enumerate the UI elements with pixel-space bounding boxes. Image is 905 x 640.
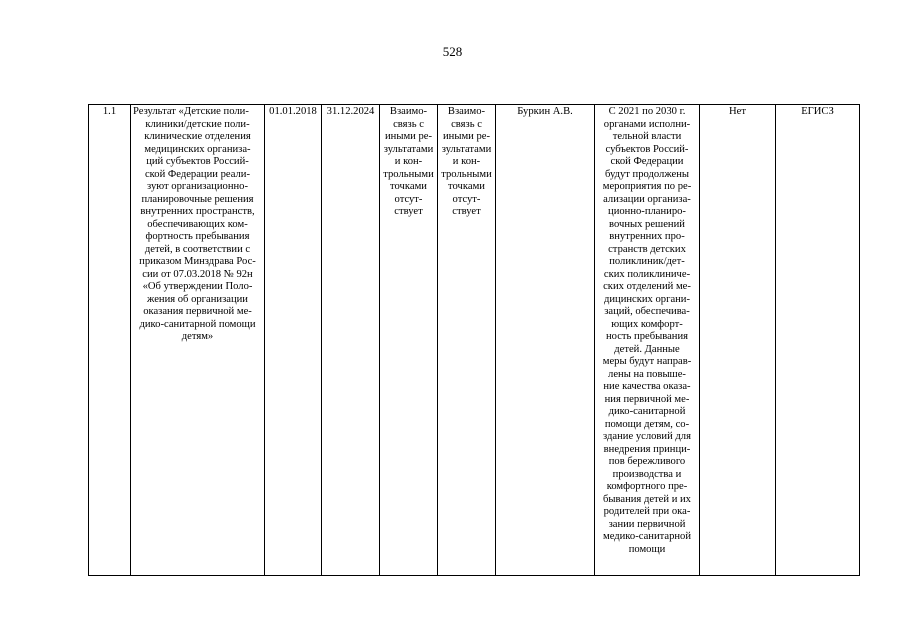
description-text-line: тельной власти (612, 131, 682, 142)
relation-text-line: и кон- (452, 156, 481, 167)
result-text-line: приказом Минздрава Рос- (139, 256, 256, 267)
result-text-line: ской Федерации реали- (144, 168, 250, 180)
relation-text-line: Взаимо- (447, 106, 486, 117)
description-text-line: ющих комфорт- (611, 318, 683, 330)
responsible-cell (496, 105, 595, 576)
relation-text-line: иными ре- (442, 131, 490, 142)
row-number-cell (89, 105, 131, 576)
description-text (597, 106, 697, 556)
result-text-line: планировочные решения (141, 193, 254, 205)
description-text-line: будут продолжены (604, 168, 690, 180)
description-text-line: субъектов Россий- (605, 143, 689, 155)
description-text-line: производства и (612, 468, 682, 480)
result-text-line: сии от 07.03.2018 № 92н (142, 268, 253, 280)
result-text-line: внутренних пространств, (140, 206, 255, 217)
result-text-line: «Об утверждении Поло- (142, 281, 253, 292)
flag-value: Нет (729, 106, 746, 117)
description-text-line: помощи детям, со- (604, 418, 690, 430)
description-text-line: помощи (628, 543, 666, 555)
description-text-line: ских поликлиниче- (603, 268, 691, 280)
description-text-line: пов бережливого (608, 456, 686, 467)
description-text-line: зании первичной (608, 518, 686, 530)
page-number: 528 (442, 44, 463, 59)
table-row (89, 105, 860, 576)
system-cell (776, 105, 860, 576)
relation-cell-2 (438, 105, 496, 576)
relation-text-line: связь с (393, 118, 424, 130)
relation-text-line: зультатами (441, 143, 492, 155)
start-date-cell (265, 105, 322, 576)
description-text-line: меры будут направ- (602, 356, 692, 367)
description-text-line: ских отделений ме- (603, 281, 691, 292)
result-text-line: детей, в соответствии с (144, 243, 251, 255)
description-text-line: заций, обеспечива- (604, 306, 690, 317)
description-text-line: дико-санитарной (608, 406, 686, 417)
end-date: 31.12.2024 (326, 106, 375, 117)
description-text-line: лены на повыше- (608, 368, 686, 380)
relation-text-line: точками (390, 181, 427, 192)
relation-text-line: ствует (452, 206, 481, 217)
description-text-line: ской Федерации (610, 156, 684, 167)
result-text-line: зуют организационно- (147, 181, 248, 192)
relation-cell-1 (380, 105, 438, 576)
result-text-line: дико-санитарной помощи (139, 318, 256, 330)
description-text-line: ность пребывания (606, 331, 688, 342)
description-text-line: странств детских (608, 243, 686, 255)
result-text-line: клиники/детские поли- (145, 118, 250, 130)
result-text-line: ций субъектов Россий- (146, 156, 249, 167)
description-text-line: ния первичной ме- (604, 393, 690, 405)
description-text-line: ционно-планиро- (608, 206, 686, 217)
description-text-line: ализации организа- (603, 193, 691, 205)
description-text-line: органами исполни- (603, 118, 691, 130)
result-text-line: медицинских организа- (144, 143, 251, 155)
result-cell (131, 105, 265, 576)
description-text-line: мероприятия по ре- (602, 181, 692, 192)
description-text-line: детей. Данные (614, 343, 680, 355)
description-cell (595, 105, 700, 576)
relation-text-line: трольными (441, 168, 492, 180)
description-text-line: внедрения принци- (603, 443, 691, 455)
document-table (88, 104, 860, 576)
row-number: 1.1 (102, 106, 117, 117)
relation-text-line: связь с (451, 118, 482, 130)
start-date: 01.01.2018 (269, 106, 317, 117)
description-text-line: вочных решений (609, 218, 685, 230)
system-value: ЕГИСЗ (801, 106, 834, 117)
description-text-line: комфортного пре- (606, 481, 688, 492)
relation-text-line: и кон- (394, 156, 423, 167)
description-text-line: С 2021 по 2030 г. (608, 106, 686, 117)
description-text-line: здание условий для (603, 431, 691, 442)
relation-text-line: трольными (383, 168, 434, 180)
relation-text-line: иными ре- (384, 131, 432, 142)
description-text-line: медико-санитарной (602, 531, 692, 542)
relation-text-2 (440, 106, 493, 219)
relation-text-line: отсут- (394, 193, 423, 205)
result-text-line: фортность пребывания (145, 231, 250, 242)
description-text-line: бывания детей и их (603, 493, 691, 505)
relation-text-line: Взаимо- (389, 106, 428, 117)
description-text-line: внутренних про- (609, 231, 685, 242)
relation-text-line: точками (448, 181, 485, 192)
result-text-line: оказания первичной ме- (143, 306, 252, 317)
relation-text-1 (382, 106, 435, 219)
description-text-line: дицинских органи- (603, 293, 691, 305)
description-text-line: родителей при ока- (603, 506, 691, 517)
result-text (133, 106, 262, 344)
relation-text-line: отсут- (452, 193, 481, 205)
relation-text-line: зультатами (383, 143, 434, 155)
responsible-person: Буркин А.В. (517, 106, 573, 117)
result-text-line: Результат «Детские поли- (133, 106, 249, 117)
result-text-line: жения об организации (147, 293, 248, 305)
result-text-line: детям» (181, 331, 214, 342)
relation-text-line: ствует (394, 206, 423, 217)
result-text-line: клинические отделения (144, 131, 251, 142)
description-text-line: поликлиник/дет- (609, 256, 685, 267)
flag-cell (700, 105, 776, 576)
description-text-line: ние качества оказа- (603, 381, 691, 392)
end-date-cell (322, 105, 380, 576)
result-text-line: обеспечивающих ком- (147, 218, 248, 230)
